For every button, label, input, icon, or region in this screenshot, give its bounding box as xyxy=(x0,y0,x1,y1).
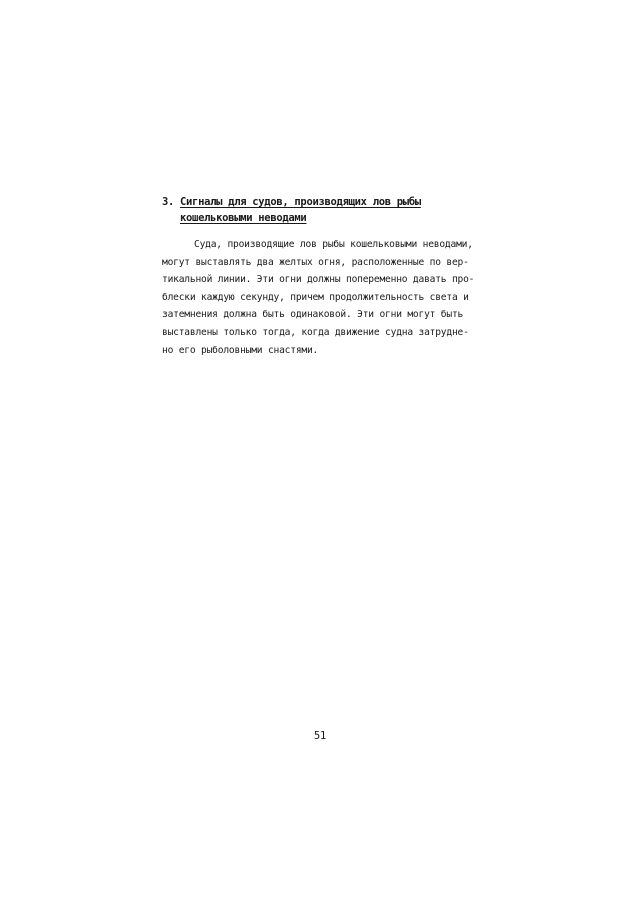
section-3 xyxy=(162,194,502,359)
page-number: 51 xyxy=(313,730,327,742)
body-line: затемнения должна быть одинаковой. Эти огни могут быть xyxy=(162,309,464,321)
body-line: Суда, производящие лов рыбы кошельковыми неводами, xyxy=(194,239,473,250)
body-line: выставлены только тогда, когда движение судна затрудне- xyxy=(162,326,469,338)
body-line: блески каждую секунду, причем продолжительность света и xyxy=(162,291,469,303)
section-body xyxy=(162,236,502,359)
heading-text-line-2: кошельковыми неводами xyxy=(180,212,307,224)
body-line: могут выставлять два желтых огня, расположенные по вер- xyxy=(162,256,469,268)
heading-number: 3. xyxy=(162,196,175,208)
heading-text-line-1: Сигналы для судов, производящих лов рыбы xyxy=(180,196,421,208)
section-heading xyxy=(162,194,502,226)
heading-line-2 xyxy=(162,210,502,226)
body-line: тикальной линии. Эти огни должны попеременно давать про- xyxy=(162,274,475,286)
heading-line-1 xyxy=(162,194,502,210)
body-line: но его рыболовными снастями. xyxy=(162,344,319,356)
